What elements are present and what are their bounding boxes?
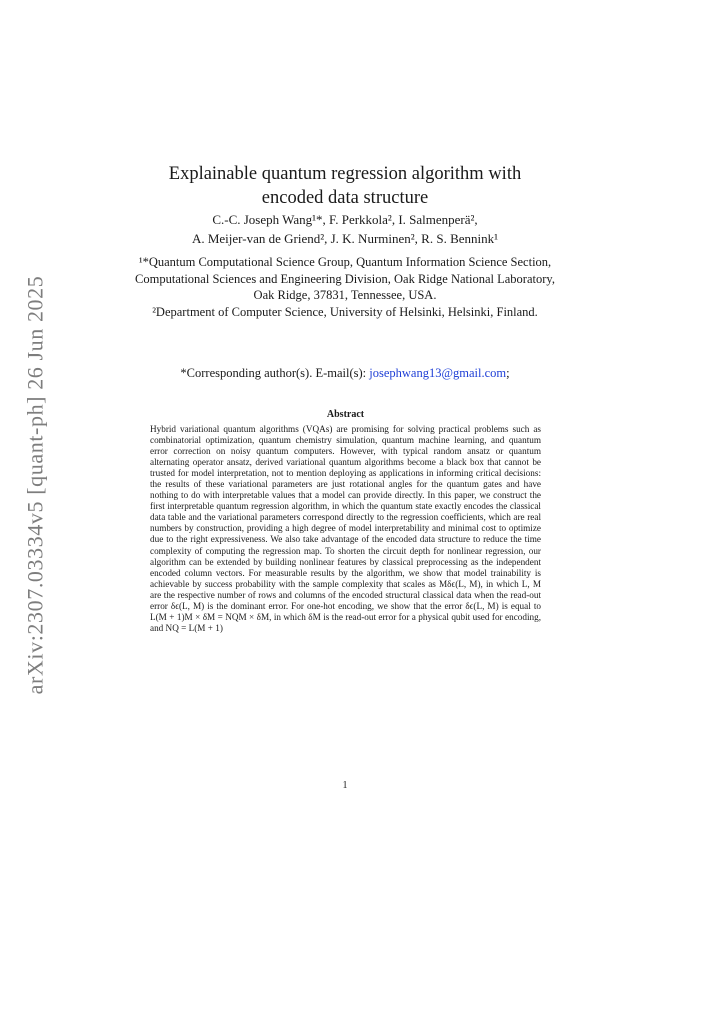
abstract-heading: Abstract: [326, 409, 365, 420]
abstract-text: Hybrid variational quantum algorithms (VQAs) are promising for solving practical problems such as combinatorial optimization, quantum chemistry simulation, quantum machine learning, and quantum error correction on noisy quantum computers. However, with typical random ansatz or quantum alternating operator ansatz, derived variational quantum algorithms become a black box that cannot be trusted for model interpretation, not to mention deploying as applications in informing critical decisions: the results of these variational parameters are just rotational angles for the quantum gates and have nothing to do with interpretable values that a model can provide directly. In this paper, we construct the first interpretable quantum regression algorithm, in which the quantum state exactly encodes the classical data table and the variational parameters correspond directly to the regression coefficients, which are real numbers by construction, providing a high degree of model interpretability and minimal cost to optimize due to the right expressiveness. We also take advantage of the encoded data structure to reduce the time complexity of computing the regression map. To shorten the circuit depth for nonlinear regression, our algorithm can be extended by building nonlinear features by classical preprocessing as the independent encoded column vectors. For measurable results by the algorithm, we show that model trainability is achievable by success probability with the sample complexity that scales as Mδϵ(L, M), in which L, M are the respective number of rows and columns of the encoded structural classical data when the read-out error δϵ(L, M) is the dominant error. For one-hot encoding, we show that the error δϵ(L, M) is equal to L(M + 1)M × δM = NQM × δM, in which δM is the read-out error for a physical qubit used for encoding, and NQ = L(M + 1): [150, 424, 541, 633]
affiliation-2: ²Department of Computer Science, University of Helsinki, Helsinki, Finland.: [152, 304, 538, 319]
arxiv-sidebar-stamp: [20, 275, 50, 695]
authors-line-2: A. Meijer-van de Griend², J. K. Nurminen², R. S. Bennink¹: [191, 231, 499, 246]
affiliation-1: ¹*Quantum Computational Science Group, Quantum Information Science Section, Computational Sciences and Engineering Division, Oak Ridge National Laboratory, Oak Ridge, 37831, Tennessee, USA.: [135, 255, 555, 302]
paper-title: [140, 162, 550, 210]
page-number: 1: [342, 780, 348, 791]
corresponding-suffix: ;: [506, 366, 510, 380]
corresponding-author: [130, 365, 560, 381]
arxiv-identifier: arXiv:2307.03334v5 [quant-ph] 26 Jun 2025: [22, 275, 48, 695]
author-list: [130, 210, 560, 248]
corresponding-email-link[interactable]: josephwang13@gmail.com: [369, 366, 507, 380]
affiliations: [130, 254, 560, 320]
authors-line-1: C.-C. Joseph Wang¹*, F. Perkkola², I. Salmenperä²,: [212, 212, 478, 227]
corresponding-prefix: *Corresponding author(s). E-mail(s):: [180, 366, 370, 380]
title-line-1: Explainable quantum regression algorithm with: [168, 164, 522, 184]
abstract-body: [150, 424, 541, 634]
title-line-2: encoded data structure: [261, 188, 429, 208]
